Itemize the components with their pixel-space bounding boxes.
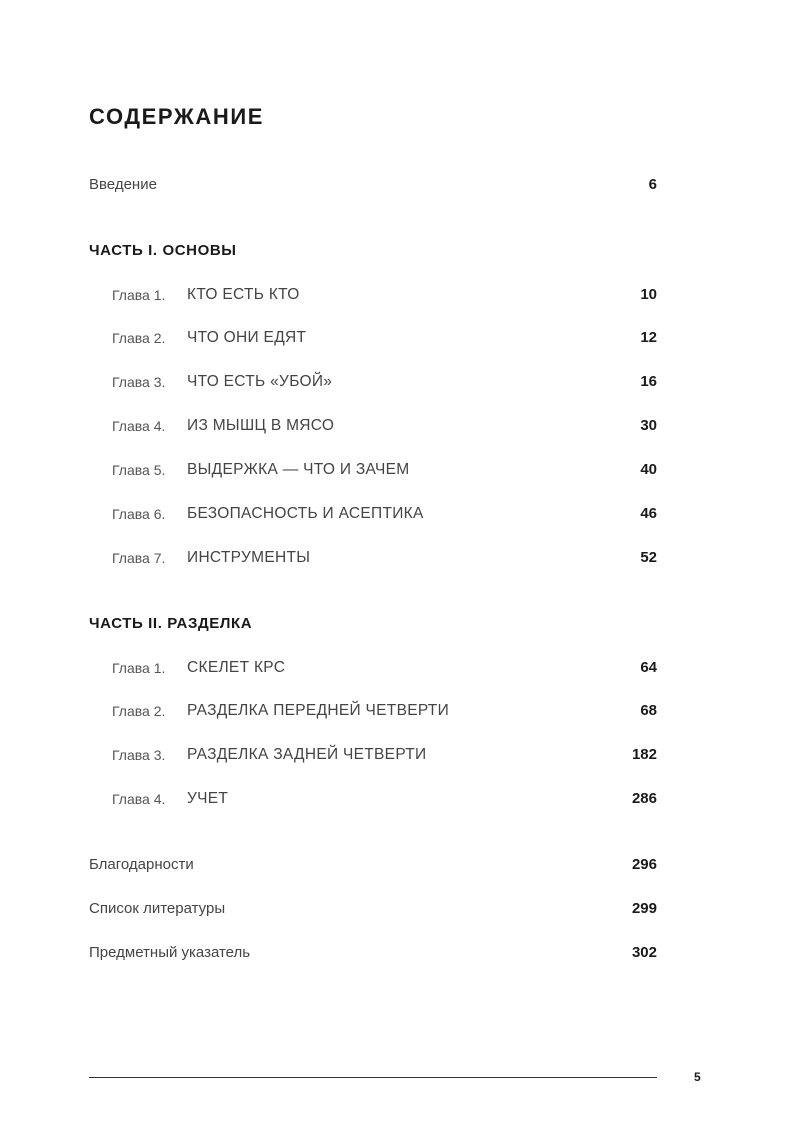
chapter-title: РАЗДЕЛКА ЗАДНЕЙ ЧЕТВЕРТИ	[187, 746, 427, 763]
toc-entry-label: Благодарности	[89, 856, 194, 873]
chapter-title: УЧЕТ	[187, 790, 229, 807]
toc-chapter[interactable]	[0, 700, 807, 722]
page-number: 5	[694, 1070, 701, 1084]
toc-entry-bibliography[interactable]	[0, 898, 807, 920]
chapter-title: РАЗДЕЛКА ПЕРЕДНЕЙ ЧЕТВЕРТИ	[187, 702, 450, 719]
toc-entry-page: 302	[631, 944, 657, 961]
toc-entry-label: Введение	[89, 176, 157, 193]
chapter-number: Глава 6.	[112, 506, 166, 522]
toc-chapter[interactable]	[0, 327, 807, 349]
chapter-number: Глава 1.	[112, 287, 166, 303]
chapter-title: БЕЗОПАСНОСТЬ И АСЕПТИКА	[187, 505, 424, 522]
chapter-page: 52	[640, 549, 657, 566]
chapter-number: Глава 2.	[112, 703, 166, 719]
toc-chapter[interactable]	[0, 744, 807, 766]
toc-entry-label: Предметный указатель	[89, 944, 251, 961]
chapter-page: 10	[640, 286, 657, 303]
chapter-page: 12	[640, 329, 657, 346]
chapter-page: 30	[640, 417, 657, 434]
chapter-page: 16	[640, 373, 657, 390]
toc-chapter[interactable]	[0, 503, 807, 525]
chapter-page: 68	[640, 702, 657, 719]
toc-entry-intro[interactable]	[0, 174, 807, 196]
toc-entry-page: 6	[648, 176, 657, 193]
toc-chapter[interactable]	[0, 459, 807, 481]
chapter-number: Глава 4.	[112, 418, 166, 434]
chapter-title: ВЫДЕРЖКА — ЧТО И ЗАЧЕМ	[187, 461, 410, 478]
chapter-page: 46	[640, 505, 657, 522]
chapter-title: ИЗ МЫШЦ В МЯСО	[187, 417, 335, 434]
part-heading-1: ЧАСТЬ I. ОСНОВЫ	[89, 242, 237, 259]
chapter-page: 40	[640, 461, 657, 478]
toc-entry-page: 299	[631, 900, 657, 917]
footer-divider	[89, 1077, 657, 1078]
toc-entry-label: Список литературы	[89, 900, 226, 917]
chapter-number: Глава 7.	[112, 550, 166, 566]
chapter-page: 286	[631, 790, 657, 807]
chapter-number: Глава 4.	[112, 791, 166, 807]
chapter-page: 64	[640, 659, 657, 676]
chapter-title: ЧТО ЕСТЬ «УБОЙ»	[187, 373, 333, 390]
chapter-title: ЧТО ОНИ ЕДЯТ	[187, 329, 307, 346]
chapter-title: ИНСТРУМЕНТЫ	[187, 549, 311, 566]
toc-chapter[interactable]	[0, 371, 807, 393]
chapter-number: Глава 3.	[112, 747, 166, 763]
part-heading-2: ЧАСТЬ II. РАЗДЕЛКА	[89, 615, 253, 632]
chapter-title: КТО ЕСТЬ КТО	[187, 286, 300, 303]
toc-entry-index[interactable]	[0, 942, 807, 964]
chapter-number: Глава 1.	[112, 660, 166, 676]
toc-chapter[interactable]	[0, 788, 807, 810]
toc-entry-page: 296	[631, 856, 657, 873]
chapter-number: Глава 2.	[112, 330, 166, 346]
page-title: СОДЕРЖАНИЕ	[89, 104, 265, 129]
toc-chapter[interactable]	[0, 657, 807, 679]
toc-chapter[interactable]	[0, 547, 807, 569]
chapter-page: 182	[631, 746, 657, 763]
chapter-number: Глава 3.	[112, 374, 166, 390]
toc-entry-acknowledgements[interactable]	[0, 854, 807, 876]
chapter-number: Глава 5.	[112, 462, 166, 478]
toc-chapter[interactable]	[0, 415, 807, 437]
toc-chapter[interactable]	[0, 284, 807, 306]
chapter-title: СКЕЛЕТ КРС	[187, 659, 286, 676]
